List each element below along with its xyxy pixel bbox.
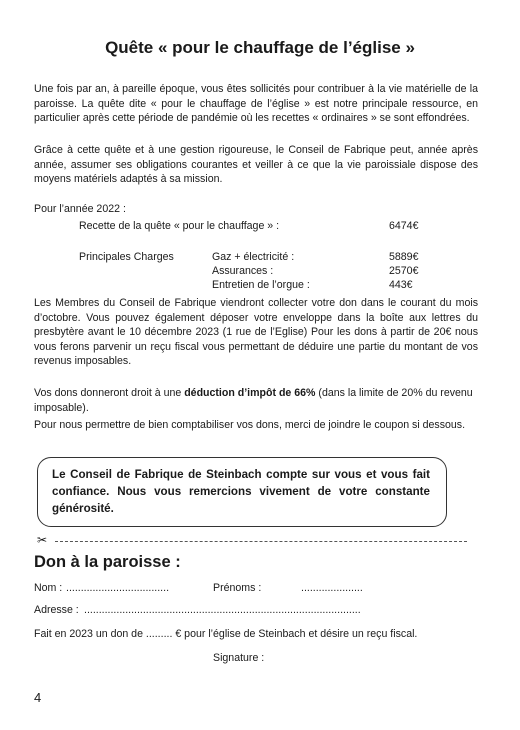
intro-paragraph: Une fois par an, à pareille époque, vous êtes sollicités pour contribuer à la vie matérielle de la paroisse. La quête dite « pour le chauffage de l’église » est notre principale ressource, en particulier après cette période de pandémie où les recettes « ordinaires » se sont effondrées. xyxy=(34,83,478,125)
charge-value-assurances: 2570€ xyxy=(389,265,419,277)
management-paragraph: Grâce à cette quête et à une gestion rigoureuse, le Conseil de Fabrique peut, année après année, assumer ses obligations courantes et veiller à ce que la vie paroissiale dispose des moyens matériels adaptés à sa mission. xyxy=(34,144,478,186)
prenoms-label: Prénoms : xyxy=(213,582,262,594)
charge-label-gaz: Gaz + électricité : xyxy=(212,251,295,263)
page-title: Quête « pour le chauffage de l’église » xyxy=(105,38,415,57)
cut-line xyxy=(37,533,467,547)
charge-value-gaz: 5889€ xyxy=(389,251,419,263)
nom-label: Nom : xyxy=(34,582,63,594)
charges-label: Principales Charges xyxy=(79,251,174,263)
signature-label: Signature : xyxy=(213,652,265,664)
charge-label-orgue: Entretien de l’orgue : xyxy=(212,279,310,291)
collection-paragraph: Les Membres du Conseil de Fabrique viendront collecter votre don dans le courant du mois d’octobre. Vous pouvez également déposer votre enveloppe dans la boîte aux lettres du presbytère avant le 10 décembre 2023 (1 rue de l’Eglise) Pour les dons à partir de 20€ nous vous ferons parvenir un reçu fiscal vous permettant de déduire une partie du montant de vos revenus imposables. xyxy=(34,297,478,368)
income-label: Recette de la quête « pour le chauffage » : xyxy=(79,220,280,232)
adresse-label: Adresse : xyxy=(34,604,79,616)
thanks-box xyxy=(37,457,447,527)
prenoms-field[interactable]: ..................... xyxy=(301,582,363,594)
coupon-title: Don à la paroisse : xyxy=(34,553,181,571)
dashed-divider xyxy=(55,541,467,542)
adresse-field[interactable]: .............................................................................................. xyxy=(84,604,361,616)
page-number: 4 xyxy=(34,690,42,705)
tax-text-after: (dans la limite de 20% du revenu imposable). xyxy=(34,387,473,414)
tax-paragraph xyxy=(34,386,478,415)
scissors-icon: ✂ xyxy=(37,533,48,547)
nom-field[interactable]: ................................... xyxy=(66,582,170,594)
donation-statement: Fait en 2023 un don de ......... € pour l’église de Steinbach et désire un reçu fiscal. xyxy=(34,628,418,640)
charge-label-assurances: Assurances : xyxy=(212,265,274,277)
tax-deduction-highlight: déduction d’impôt de 66% xyxy=(184,387,316,399)
charge-value-orgue: 443€ xyxy=(389,279,413,291)
coupon-instruction-paragraph: Pour nous permettre de bien comptabiliser vos dons, merci de joindre le coupon si dessous. xyxy=(34,419,466,431)
thanks-text: Le Conseil de Fabrique de Steinbach compte sur vous et vous fait confiance. Nous vous remercions vivement de votre constante générosité. xyxy=(52,468,430,515)
year-label: Pour l’année 2022 : xyxy=(34,203,126,215)
income-value: 6474€ xyxy=(389,220,419,232)
tax-text-before: Vos dons donneront droit à une xyxy=(34,387,185,399)
